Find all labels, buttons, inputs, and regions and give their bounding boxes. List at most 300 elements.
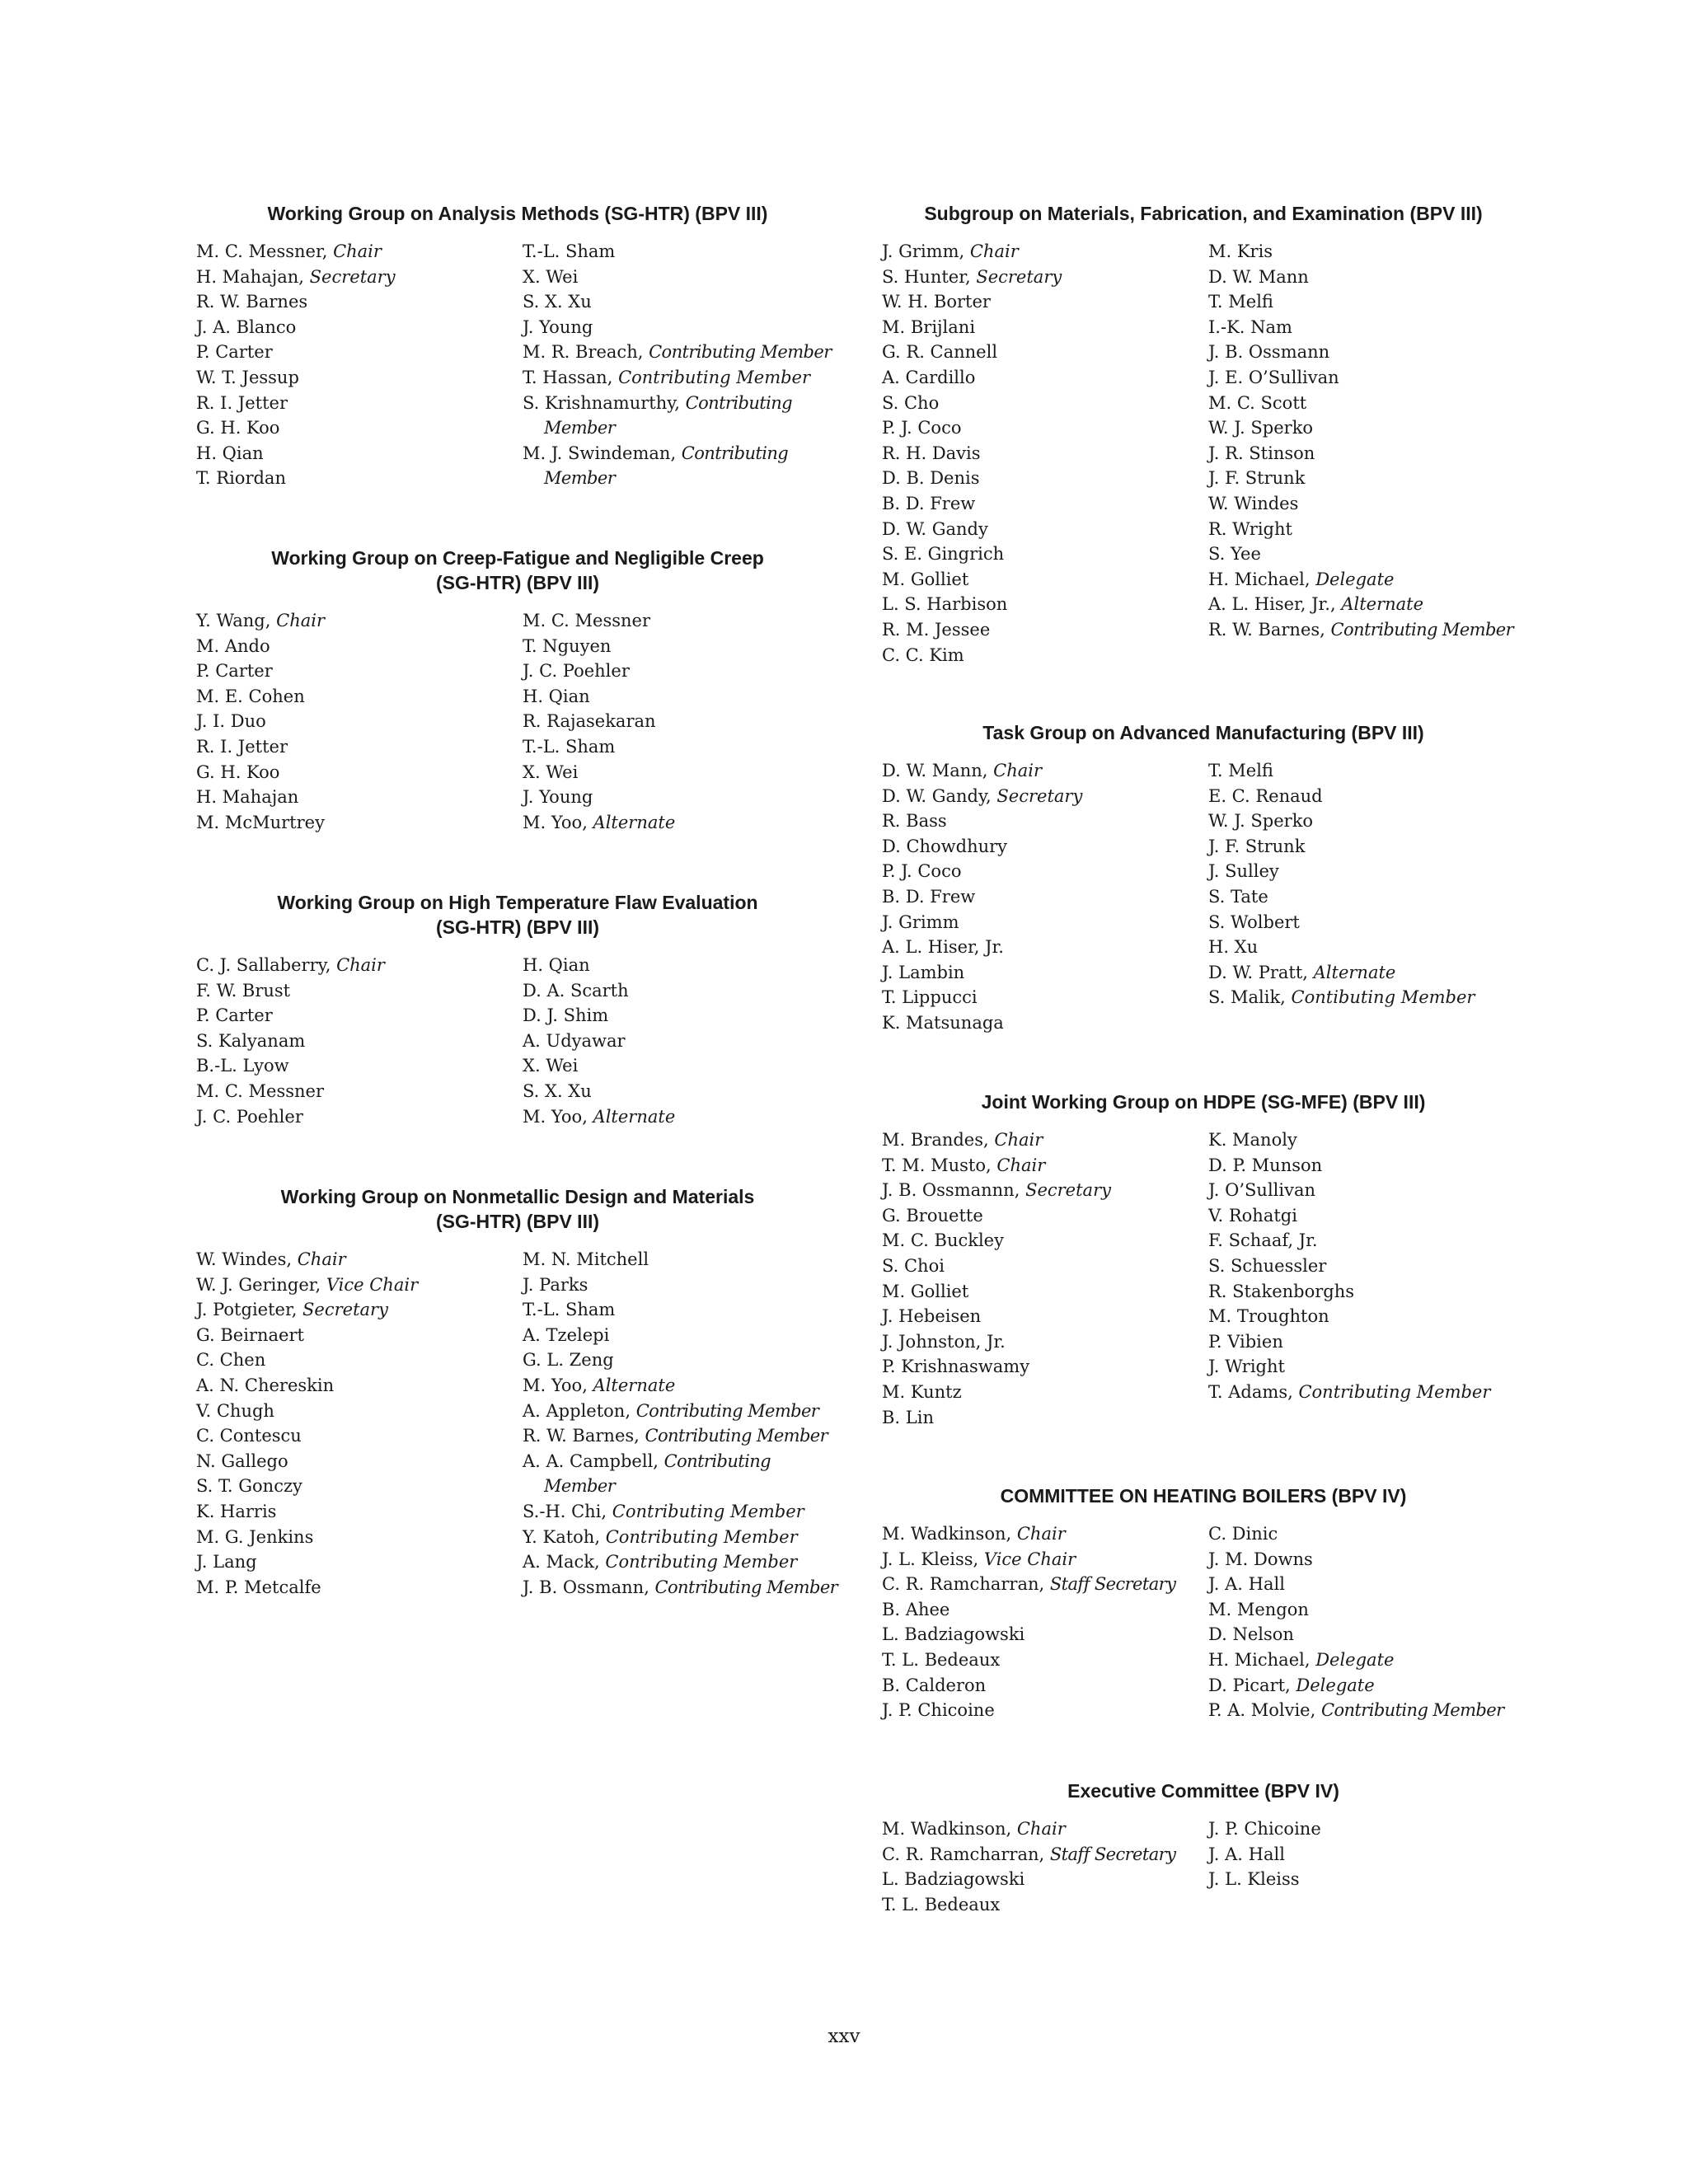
- member-role: Chair: [276, 611, 325, 630]
- member-entry: T. Adams, Contributing Member: [1208, 1381, 1491, 1402]
- member-name: T. M. Musto: [882, 1155, 987, 1175]
- member-name: N. Gallego: [196, 1451, 288, 1471]
- member-entry: [523, 1272, 839, 1298]
- member-name: J. Johnston, Jr.: [882, 1331, 1006, 1352]
- member-name: J. Wright: [1208, 1357, 1285, 1377]
- member-role: Secretary: [302, 1300, 388, 1320]
- member-entry: [1208, 391, 1525, 416]
- member-name: C. J. Sallaberry: [196, 955, 326, 975]
- member-entry: [1208, 1279, 1525, 1305]
- member-entry: [1208, 517, 1525, 542]
- member-entry: [196, 415, 523, 441]
- member-entry: [882, 960, 1208, 986]
- member-name: M. Wadkinson: [882, 1524, 1006, 1544]
- member-role: Contributing Member: [645, 1426, 828, 1446]
- member-entry: [1208, 415, 1525, 441]
- member-name: D. Nelson: [1208, 1624, 1294, 1645]
- member-entry: [1208, 808, 1525, 834]
- member-entry: J. B. Ossmann, Contributing Member: [523, 1577, 838, 1597]
- member-name: M. Kris: [1208, 241, 1273, 261]
- member-entry: [196, 1323, 523, 1348]
- member-name: Y. Katoh: [523, 1526, 595, 1547]
- member-role: Alternate: [593, 1106, 676, 1127]
- member-name: M. Kuntz: [882, 1381, 962, 1402]
- member-entry: [196, 810, 523, 836]
- member-entry: H. Mahajan, Secretary: [196, 266, 396, 287]
- member-name: A. A. Campbell: [523, 1451, 654, 1471]
- member-entry: [196, 315, 523, 340]
- member-name: A. Mack: [523, 1552, 595, 1572]
- member-entry: S.-H. Chi, Contributing Member: [523, 1501, 804, 1521]
- member-entry: [196, 466, 523, 491]
- member-name: S. Cho: [882, 392, 940, 413]
- member-column-left: [196, 608, 523, 835]
- member-name: D. W. Gandy: [882, 785, 987, 806]
- section-title: COMMITTEE ON HEATING BOILERS (BPV IV): [1000, 1485, 1407, 1507]
- member-name: M. Yoo: [523, 1375, 583, 1395]
- member-entry: H. Michael, Delegate: [1208, 569, 1395, 589]
- member-name: H. Mahajan: [196, 787, 299, 808]
- member-entry: [1208, 491, 1525, 517]
- member-name: M. Yoo: [523, 1106, 583, 1127]
- member-entry: [523, 734, 839, 760]
- member-entry: J. Grimm, Chair: [882, 241, 1019, 261]
- member-column-left: [196, 953, 523, 1129]
- member-name: M. E. Cohen: [196, 686, 305, 706]
- member-name: J. A. Blanco: [196, 316, 297, 337]
- member-name: J. A. Hall: [1208, 1574, 1285, 1595]
- member-entry: T. Hassan, Contributing Member: [523, 367, 811, 387]
- member-entry: J. Potgieter, Secretary: [196, 1300, 388, 1320]
- member-name: S. Malik: [1208, 987, 1281, 1008]
- member-name: M. Yoo: [523, 812, 583, 832]
- member-name: B. D. Frew: [882, 493, 976, 513]
- member-entry: W. J. Geringer, Vice Chair: [196, 1274, 419, 1295]
- member-name: J. Hebeisen: [882, 1306, 982, 1327]
- member-entry: [523, 1053, 839, 1079]
- member-name: A. Cardillo: [882, 367, 976, 387]
- member-name: K. Harris: [196, 1501, 277, 1521]
- member-name: A. Appleton: [523, 1400, 626, 1421]
- member-name: S. Hunter: [882, 266, 965, 287]
- member-entry: D. W. Gandy, Secretary: [882, 785, 1083, 806]
- committee-section: [882, 1483, 1525, 1723]
- member-entry: [196, 365, 523, 391]
- member-entry: [882, 517, 1208, 542]
- member-column-left: [882, 1521, 1208, 1723]
- member-name: K. Manoly: [1208, 1130, 1297, 1150]
- member-name: C. R. Ramcharran: [882, 1574, 1039, 1595]
- member-entry: [196, 684, 523, 710]
- member-name: T. Lippucci: [882, 987, 978, 1008]
- member-name: V. Rohatgi: [1208, 1205, 1297, 1226]
- member-entry: [196, 391, 523, 416]
- committee-section: [196, 1184, 839, 1600]
- member-entry: [196, 978, 523, 1004]
- member-column-left: [882, 758, 1208, 1036]
- member-entry: [1208, 1203, 1525, 1229]
- member-entry: [882, 1698, 1208, 1723]
- member-entry: [1208, 315, 1525, 340]
- member-entry: [882, 365, 1208, 391]
- member-entry: [196, 709, 523, 734]
- member-name: M. Brijlani: [882, 316, 976, 337]
- member-role: Contributing Member: [1320, 1700, 1504, 1721]
- member-entry: C. R. Ramcharran, Staff Secretary: [882, 1844, 1176, 1864]
- member-role: Alternate: [593, 1375, 676, 1395]
- member-entry: [196, 1399, 523, 1424]
- member-role: Vice Chair: [983, 1549, 1076, 1569]
- member-entry: [523, 709, 839, 734]
- member-name: J. Grimm: [882, 912, 959, 932]
- member-role: Delegate: [1296, 1675, 1375, 1695]
- member-entry: [196, 1104, 523, 1130]
- member-name: J. Potgieter: [196, 1300, 292, 1320]
- member-entry: [523, 1347, 839, 1373]
- member-entry: [1208, 758, 1525, 784]
- member-name: D. W. Mann: [882, 761, 982, 780]
- member-entry: [1208, 1842, 1525, 1868]
- member-entry: [882, 466, 1208, 491]
- member-entry: P. A. Molvie, Contributing Member: [1208, 1700, 1504, 1721]
- member-entry: [1208, 239, 1525, 265]
- member-name: R. W. Barnes: [523, 1426, 635, 1446]
- member-role: Delegate: [1315, 1649, 1395, 1670]
- member-name: W. H. Borter: [882, 292, 991, 312]
- member-name: T. Adams: [1208, 1381, 1288, 1402]
- member-name: J. B. Ossmann: [523, 1577, 645, 1597]
- member-name: R. Wright: [1208, 518, 1292, 539]
- member-role: Contributing Member: [605, 1526, 798, 1547]
- member-entry: A. A. Campbell, Contributing Member: [523, 1451, 771, 1497]
- member-entry: R. W. Barnes, Contributing Member: [1208, 619, 1514, 640]
- member-entry: [196, 1474, 523, 1499]
- member-name: C. C. Kim: [882, 644, 964, 665]
- page-number: xxv: [828, 2026, 860, 2047]
- member-column-left: [196, 239, 523, 491]
- member-name: R. I. Jetter: [196, 392, 288, 413]
- member-name: C. Dinic: [1208, 1524, 1278, 1544]
- member-name: P. Vibien: [1208, 1331, 1283, 1352]
- member-name: M. Golliet: [882, 569, 969, 589]
- member-name: J. L. Kleiss: [882, 1549, 973, 1569]
- member-name: C. Contescu: [196, 1426, 302, 1446]
- member-entry: [882, 315, 1208, 340]
- member-entry: [196, 734, 523, 760]
- member-name: S. Krishnamurthy: [523, 392, 675, 413]
- member-entry: [523, 265, 839, 290]
- member-name: G. H. Koo: [196, 762, 280, 782]
- member-entry: [1208, 910, 1525, 935]
- member-name: T.-L. Sham: [523, 736, 616, 757]
- member-entry: [1208, 1329, 1525, 1355]
- member-name: J. M. Downs: [1208, 1549, 1313, 1569]
- member-name: M. J. Swindeman: [523, 443, 671, 463]
- member-entry: [523, 634, 839, 659]
- member-name: J. L. Kleiss: [1208, 1869, 1300, 1890]
- member-name: S. X. Xu: [523, 292, 592, 312]
- member-entry: [882, 910, 1208, 935]
- member-role: Delegate: [1315, 569, 1395, 589]
- member-role: Chair: [1016, 1524, 1066, 1544]
- member-role: Contributing Member: [649, 342, 832, 363]
- member-name: M. C. Messner: [196, 241, 322, 261]
- member-name: W. T. Jessup: [196, 367, 299, 387]
- member-entry: M. Brandes, Chair: [882, 1130, 1043, 1150]
- member-entry: [882, 1279, 1208, 1305]
- member-name: T. Nguyen: [523, 635, 612, 656]
- member-name: M. C. Messner: [523, 611, 650, 630]
- member-entry: [882, 441, 1208, 466]
- member-role: Chair: [297, 1249, 346, 1269]
- member-entry: J. L. Kleiss, Vice Chair: [882, 1549, 1076, 1569]
- member-entry: [1208, 1867, 1525, 1892]
- member-name: A. L. Hiser, Jr.: [1208, 594, 1330, 615]
- member-name: J. O’Sullivan: [1208, 1180, 1315, 1201]
- member-role: Contributing Member: [544, 443, 789, 489]
- member-name: H. Michael: [1208, 569, 1305, 589]
- member-name: X. Wei: [523, 762, 579, 782]
- member-entry: [523, 239, 839, 265]
- member-entry: [882, 289, 1208, 315]
- member-entry: [196, 289, 523, 315]
- section-title: Working Group on Analysis Methods (SG-HTR) (BPV III): [267, 203, 768, 224]
- member-role: Alternate: [593, 812, 676, 832]
- member-name: R. Rajasekaran: [523, 711, 656, 732]
- member-entry: [1208, 1153, 1525, 1179]
- member-role: Chair: [1016, 1819, 1066, 1839]
- member-entry: [882, 1354, 1208, 1380]
- member-name: W. Windes: [1208, 493, 1299, 513]
- member-name: M. Golliet: [882, 1281, 969, 1301]
- member-entry: [196, 1499, 523, 1525]
- member-role: Secretary: [309, 266, 396, 287]
- member-entry: Y. Wang, Chair: [196, 611, 325, 630]
- member-list: [882, 1816, 1525, 1917]
- member-entry: [882, 1254, 1208, 1279]
- member-role: Chair: [333, 241, 382, 261]
- member-name: L. S. Harbison: [882, 594, 1008, 615]
- member-name: J. P. Chicoine: [1208, 1819, 1321, 1839]
- member-name: E. C. Renaud: [1208, 785, 1323, 806]
- member-entry: [196, 760, 523, 785]
- member-name: H. Michael: [1208, 1649, 1305, 1670]
- member-name: S. Schuessler: [1208, 1255, 1327, 1276]
- member-name: J. B. Ossmann: [1208, 342, 1330, 363]
- member-entry: [523, 658, 839, 684]
- member-name: J. C. Poehler: [523, 661, 630, 682]
- member-name: J. F. Strunk: [1208, 836, 1306, 856]
- member-entry: H. Michael, Delegate: [1208, 1649, 1395, 1670]
- member-column-right: [1208, 1816, 1525, 1917]
- committee-section: [196, 201, 839, 491]
- member-name: B. Ahee: [882, 1599, 950, 1619]
- member-name: M. Troughton: [1208, 1306, 1329, 1327]
- member-name: B. Lin: [882, 1407, 934, 1427]
- member-name: J. Lambin: [882, 962, 965, 982]
- member-name: S. Tate: [1208, 886, 1268, 907]
- member-entry: A. Appleton, Contributing Member: [523, 1400, 819, 1421]
- member-name: G. R. Cannell: [882, 342, 998, 363]
- member-role: Vice Chair: [326, 1274, 419, 1295]
- member-column-right: [1208, 1127, 1525, 1430]
- member-list: [196, 953, 839, 1129]
- member-role: Staff Secretary: [1049, 1574, 1176, 1595]
- member-name: J. Parks: [523, 1274, 588, 1295]
- member-entry: [882, 1673, 1208, 1699]
- member-entry: S. Malik, Contibuting Member: [1208, 987, 1475, 1008]
- member-list: [882, 1521, 1525, 1723]
- member-name: X. Wei: [523, 266, 579, 287]
- member-entry: [196, 1053, 523, 1079]
- member-entry: [882, 491, 1208, 517]
- member-entry: M. Wadkinson, Chair: [882, 1524, 1066, 1544]
- committee-section: [882, 1090, 1525, 1430]
- member-entry: A. L. Hiser, Jr., Alternate: [1208, 594, 1424, 615]
- member-role: Contributing Member: [618, 367, 811, 387]
- member-entry: [1208, 265, 1525, 290]
- member-name: J. C. Poehler: [196, 1106, 303, 1127]
- member-entry: [1208, 834, 1525, 860]
- member-entry: [196, 1029, 523, 1054]
- member-name: P. Carter: [196, 661, 273, 682]
- member-entry: [882, 1622, 1208, 1647]
- member-column-right: [523, 239, 839, 491]
- member-name: M. Ando: [196, 635, 270, 656]
- member-entry: M. Yoo, Alternate: [523, 812, 676, 832]
- member-name: W. Windes: [196, 1249, 287, 1269]
- member-entry: M. Yoo, Alternate: [523, 1106, 676, 1127]
- member-role: Contributing Member: [635, 1400, 819, 1421]
- member-name: T.-L. Sham: [523, 1300, 616, 1320]
- member-name: D. B. Denis: [882, 468, 980, 489]
- member-entry: [882, 643, 1208, 668]
- member-entry: [882, 1380, 1208, 1405]
- member-role: Chair: [993, 761, 1043, 780]
- member-list: [196, 1247, 839, 1600]
- member-name: W. J. Sperko: [1208, 418, 1314, 438]
- member-name: B. D. Frew: [882, 886, 976, 907]
- committee-section: [196, 890, 839, 1129]
- member-role: Staff Secretary: [1049, 1844, 1176, 1864]
- member-name: R. W. Barnes: [1208, 619, 1320, 640]
- member-entry: [1208, 1228, 1525, 1254]
- member-name: S. X. Xu: [523, 1080, 592, 1101]
- member-entry: [196, 1525, 523, 1550]
- member-name: P. A. Molvie: [1208, 1700, 1311, 1721]
- member-column-left: [882, 1816, 1208, 1917]
- member-entry: J. B. Ossmannn, Secretary: [882, 1180, 1111, 1201]
- member-name: D. A. Scarth: [523, 980, 629, 1001]
- member-role: Contributing Member: [605, 1552, 798, 1572]
- section-title: Joint Working Group on HDPE (SG-MFE) (BPV III): [981, 1091, 1426, 1113]
- member-column-right: [523, 1247, 839, 1600]
- member-entry: [1208, 1354, 1525, 1380]
- member-name: J. P. Chicoine: [882, 1700, 995, 1721]
- member-name: B.-L. Lyow: [196, 1056, 289, 1076]
- member-name: H. Mahajan: [196, 266, 299, 287]
- member-entry: [1208, 441, 1525, 466]
- member-list: [196, 239, 839, 491]
- member-entry: [1208, 1178, 1525, 1203]
- member-column-left: [196, 1247, 523, 1600]
- member-entry: T. M. Musto, Chair: [882, 1155, 1046, 1175]
- member-entry: [1208, 1547, 1525, 1572]
- member-entry: [882, 1647, 1208, 1673]
- member-entry: [196, 658, 523, 684]
- member-name: D. J. Shim: [523, 1005, 609, 1026]
- member-entry: [882, 1010, 1208, 1036]
- member-name: J. Young: [523, 316, 593, 337]
- committee-section: [196, 546, 839, 835]
- member-entry: [1208, 859, 1525, 884]
- member-entry: [882, 1304, 1208, 1329]
- member-entry: [882, 935, 1208, 960]
- member-column-right: [1208, 758, 1525, 1036]
- member-name: C. R. Ramcharran: [882, 1844, 1039, 1864]
- member-role: Secretary: [1025, 1180, 1111, 1201]
- section-title: Executive Committee (BPV IV): [1067, 1780, 1339, 1802]
- member-name: D. Picart: [1208, 1675, 1286, 1695]
- member-name: M. McMurtrey: [196, 812, 325, 832]
- member-name: A. Tzelepi: [523, 1324, 610, 1345]
- member-list: [196, 608, 839, 835]
- member-entry: [196, 1575, 523, 1601]
- member-name: W. J. Geringer: [196, 1274, 316, 1295]
- section-title: Working Group on Nonmetallic Design and Materials (SG-HTR) (BPV III): [280, 1186, 755, 1232]
- member-name: C. Chen: [196, 1350, 266, 1371]
- member-entry: M. Wadkinson, Chair: [882, 1819, 1066, 1839]
- member-entry: [523, 1003, 839, 1029]
- member-entry: D. W. Pratt, Alternate: [1208, 962, 1396, 982]
- member-name: P. Carter: [196, 1005, 273, 1026]
- member-name: T. Melfi: [1208, 761, 1273, 780]
- member-entry: [882, 567, 1208, 593]
- member-entry: [1208, 541, 1525, 567]
- member-entry: [882, 884, 1208, 910]
- member-name: S. Yee: [1208, 544, 1261, 565]
- member-name: Y. Wang: [196, 611, 265, 630]
- member-role: Contributing Member: [612, 1501, 804, 1521]
- member-name: G. L. Zeng: [523, 1350, 614, 1371]
- member-name: J. Grimm: [882, 241, 959, 261]
- member-entry: [196, 1423, 523, 1449]
- member-list: [882, 758, 1525, 1036]
- member-role: Contibuting Member: [1291, 987, 1475, 1008]
- member-name: H. Xu: [1208, 937, 1259, 958]
- member-name: L. Badziagowski: [882, 1624, 1025, 1645]
- member-name: M. Wadkinson: [882, 1819, 1006, 1839]
- member-role: Contributing Member: [1330, 619, 1514, 640]
- member-column-right: [523, 608, 839, 835]
- member-name: A. N. Chereskin: [196, 1375, 335, 1395]
- member-name: R. Stakenborghs: [1208, 1281, 1355, 1301]
- member-entry: [1208, 340, 1525, 365]
- member-name: J. A. Hall: [1208, 1844, 1285, 1864]
- member-list: [882, 1127, 1525, 1430]
- member-name: S.-H. Chi: [523, 1501, 602, 1521]
- member-entry: [196, 1003, 523, 1029]
- member-name: G. Beirnaert: [196, 1324, 304, 1345]
- member-entry: [882, 859, 1208, 884]
- member-role: Contributing Member: [544, 1451, 771, 1497]
- member-entry: [1208, 1597, 1525, 1623]
- member-name: D. P. Munson: [1208, 1155, 1323, 1175]
- member-name: S. Wolbert: [1208, 912, 1300, 932]
- member-name: T. L. Bedeaux: [882, 1894, 1001, 1915]
- member-name: M. G. Jenkins: [196, 1526, 314, 1547]
- member-entry: [1208, 1254, 1525, 1279]
